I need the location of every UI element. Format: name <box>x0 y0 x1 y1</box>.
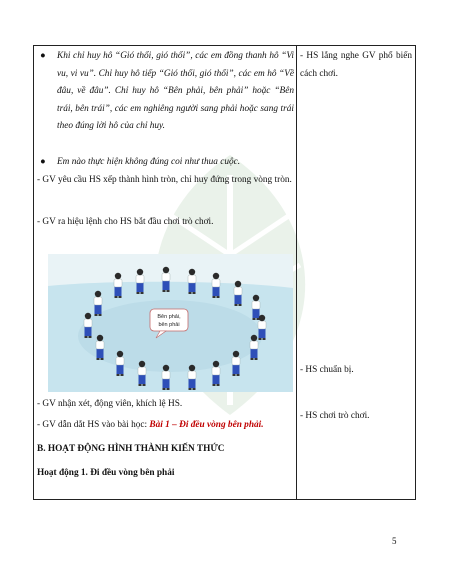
student-step-play: - HS chơi trò chơi. <box>300 411 370 421</box>
lesson-title: Bài 1 – Đi đều vòng bên phải. <box>149 420 264 430</box>
child-figure <box>136 269 144 294</box>
page-number: 5 <box>392 536 397 546</box>
student-step-prepare: - HS chuẩn bị. <box>300 365 354 375</box>
bullet-lose-rule: ● Em nào thực hiện không đúng coi như thua cuộc. <box>40 157 241 167</box>
student-step-listen: - HS lắng nghe GV phổ biến cách chơi. <box>300 51 412 79</box>
child-figure <box>250 335 258 360</box>
child-figure <box>116 351 124 376</box>
activity-heading: Hoạt động 1. Đi đều vòng bên phải <box>37 468 175 478</box>
bullet-game-rules: ● Khi chỉ huy hô “Gió thổi, gió thổi”, các em đồng thanh hô “Vi vu, vi vu”. Chỉ huy hô tiếp “Gió thổi, gió thổi”, các em hô “Về đâu, về đâu”. Chỉ huy hô “Bên phải, bên phải” hoặc “Bên trái, bên trái”, các em nghiêng người sang phải hoặc sang trái theo đúng lời hô của chỉ huy. <box>40 51 294 131</box>
speech-bubble-line1: Bên phải, <box>157 314 181 320</box>
teacher-step-intro: - GV dẫn dắt HS vào bài học: Bài 1 – Đi đều vòng bên phải. <box>37 420 264 430</box>
teacher-step-praise: - GV nhận xét, động viên, khích lệ HS. <box>37 399 183 409</box>
child-figure <box>162 267 170 292</box>
child-figure <box>94 291 102 316</box>
speech-bubble-line2: bên phải <box>158 322 180 328</box>
child-figure <box>258 315 266 340</box>
child-figure <box>138 361 146 386</box>
child-figure <box>188 365 196 390</box>
child-figure <box>212 361 220 386</box>
child-figure <box>252 295 260 320</box>
child-figure <box>114 273 122 298</box>
children-circle-illustration <box>48 254 293 392</box>
child-figure <box>96 335 104 360</box>
teacher-step-start: - GV ra hiệu lệnh cho HS bắt đầu chơi trò chơi. <box>37 217 214 227</box>
child-figure <box>234 281 242 306</box>
student-column <box>297 46 415 499</box>
child-figure <box>162 365 170 390</box>
section-heading: B. HOẠT ĐỘNG HÌNH THÀNH KIẾN THỨC <box>37 444 225 454</box>
child-figure <box>212 273 220 298</box>
lesson-table <box>33 45 416 500</box>
child-figure <box>232 351 240 376</box>
child-figure <box>84 313 92 338</box>
teacher-step-circle: - GV yêu cầu HS xếp thành hình tròn, chỉ huy đứng trong vòng tròn. <box>37 175 292 185</box>
child-figure <box>188 269 196 294</box>
teacher-column <box>34 46 296 499</box>
